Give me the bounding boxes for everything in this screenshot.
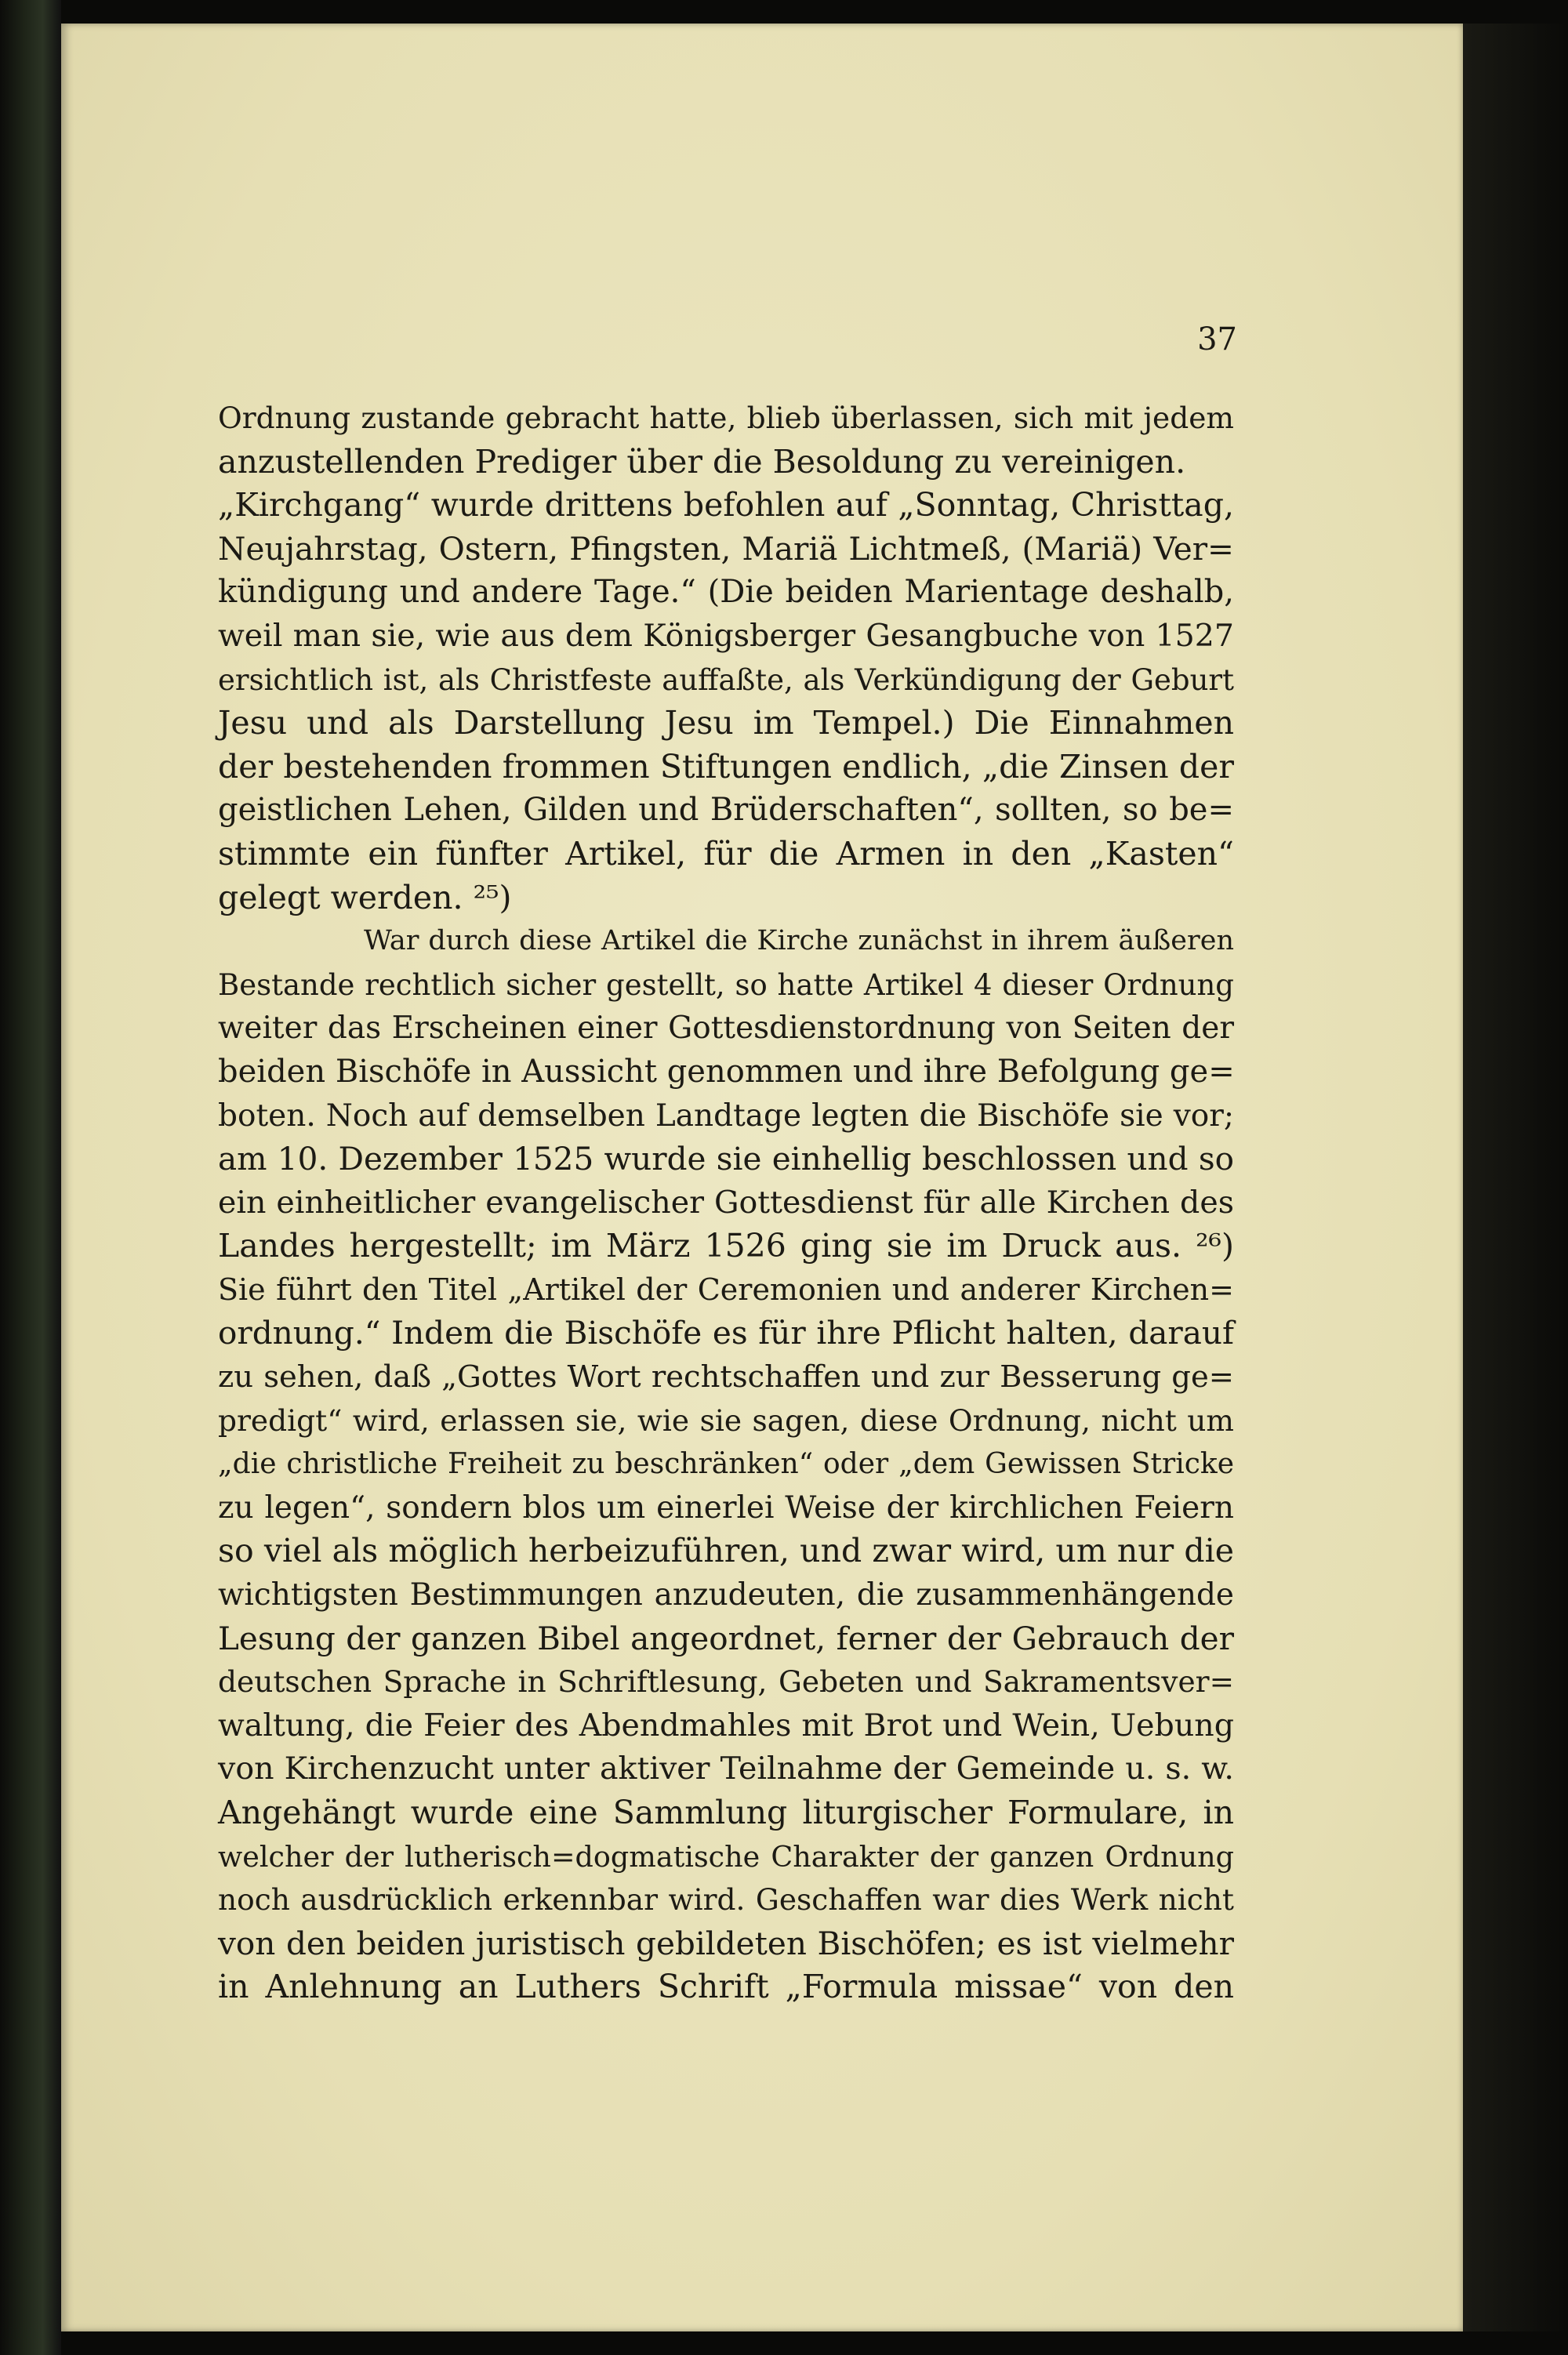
text-line: gelegt werden. ²⁵): [218, 878, 512, 916]
text-line: ordnung.“ Indem die Bischöfe es für ihre Pflicht halten, darauf: [218, 1314, 1234, 1352]
text-line: zu legen“, sondern blos um einerlei Weise der kirchlichen Feiern: [218, 1490, 1234, 1526]
page-number: 37: [1197, 321, 1237, 357]
text-line: deutschen Sprache in Schriftlesung, Gebeten und Sakramentsver=: [218, 1664, 1234, 1700]
page-edge-shadow: [1463, 24, 1568, 2331]
text-line: Angehängt wurde eine Sammlung liturgischer Formulare, in: [218, 1794, 1234, 1831]
text-line: Sie führt den Titel „Artikel der Ceremonien und anderer Kirchen=: [218, 1272, 1234, 1307]
text-line: wichtigsten Bestimmungen anzudeuten, die zusammenhängende: [218, 1577, 1234, 1613]
text-line: Ordnung zustande gebracht hatte, blieb überlassen, sich mit jedem: [218, 401, 1234, 435]
text-line: weiter das Erscheinen einer Gottesdienstordnung von Seiten der: [218, 1011, 1234, 1047]
text-line: „Kirchgang“ wurde drittens befohlen auf „Sonntag, Christtag,: [218, 486, 1234, 524]
body-text: [218, 397, 1234, 2009]
text-line: Landes hergestellt; im März 1526 ging sie im Druck aus. ²⁶): [218, 1227, 1234, 1265]
text-line: in Anlehnung an Luthers Schrift „Formula missae“ von den: [218, 1968, 1234, 2006]
text-line: kündigung und andere Tage.“ (Die beiden Marientage deshalb,: [218, 574, 1234, 611]
text-line: boten. Noch auf demselben Landtage legten die Bischöfe sie vor;: [218, 1098, 1234, 1134]
text-line: weil man sie, wie aus dem Königsberger Gesangbuche von 1527: [218, 617, 1234, 654]
book-page: [61, 24, 1463, 2331]
text-line: War durch diese Artikel die Kirche zunächst in ihrem äußeren: [364, 925, 1234, 957]
text-line: „die christliche Freiheit zu beschränken“ oder „dem Gewissen Stricke: [218, 1448, 1234, 1481]
text-line: welcher der lutherisch=dogmatische Charakter der ganzen Ordnung: [218, 1839, 1234, 1874]
text-line: Jesu und als Darstellung Jesu im Tempel.) Die Einnahmen: [218, 704, 1234, 742]
text-line: beiden Bischöfe in Aussicht genommen und ihre Befolgung ge=: [218, 1053, 1235, 1090]
text-line: predigt“ wird, erlassen sie, wie sie sagen, diese Ordnung, nicht um: [218, 1402, 1234, 1438]
text-line: Neujahrstag, Ostern, Pfingsten, Mariä Lichtmeß, (Mariä) Ver=: [218, 529, 1234, 568]
text-line: noch ausdrücklich erkennbar wird. Geschaffen war dies Werk nicht: [218, 1882, 1234, 1918]
text-line: stimmte ein fünfter Artikel, für die Armen in den „Kasten“: [218, 834, 1234, 873]
text-line: Bestande rechtlich sicher gestellt, so hatte Artikel 4 dieser Ordnung: [218, 967, 1234, 1002]
text-line: zu sehen, daß „Gottes Wort rechtschaffen und zur Besserung ge=: [218, 1359, 1234, 1395]
text-line: so viel als möglich herbeizuführen, und zwar wird, um nur die: [218, 1532, 1234, 1570]
text-line: anzustellenden Prediger über die Besoldung zu vereinigen.: [218, 442, 1186, 481]
text-line: von Kirchenzucht unter aktiver Teilnahme der Gemeinde u. s. w.: [218, 1751, 1234, 1787]
text-line: von den beiden juristisch gebildeten Bischöfen; es ist vielmehr: [218, 1924, 1234, 1962]
text-line: ein einheitlicher evangelischer Gottesdienst für alle Kirchen des: [218, 1184, 1234, 1221]
text-line: Lesung der ganzen Bibel angeordnet, ferner der Gebrauch der: [218, 1619, 1234, 1657]
text-line: ersichtlich ist, als Christfeste auffaßte, als Verkündigung der Geburt: [218, 662, 1234, 697]
text-line: am 10. Dezember 1525 wurde sie einhellig beschlossen und so: [218, 1140, 1234, 1178]
text-line: der bestehenden frommen Stiftungen endlich, „die Zinsen der: [218, 747, 1234, 786]
text-line: waltung, die Feier des Abendmahles mit Brot und Wein, Uebung: [218, 1707, 1234, 1744]
book-binding-edge: [0, 0, 61, 2355]
text-line: geistlichen Lehen, Gilden und Brüderschaften“, sollten, so be=: [218, 792, 1234, 829]
